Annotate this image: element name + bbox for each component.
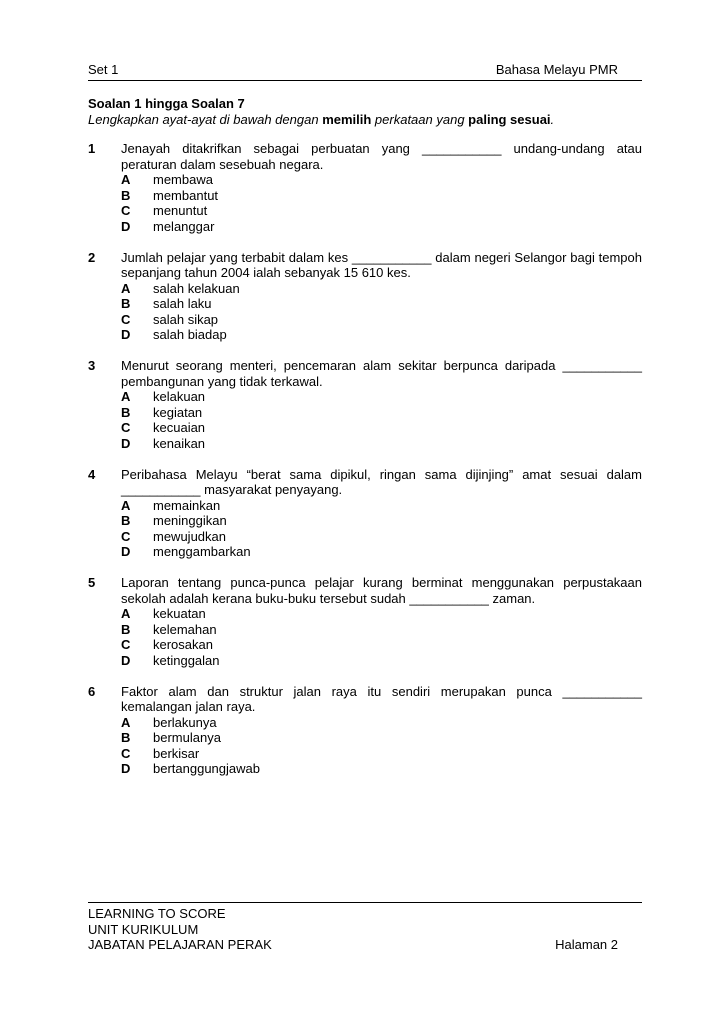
question-body xyxy=(121,467,642,560)
option-c xyxy=(121,420,642,436)
option-text: memainkan xyxy=(153,497,221,513)
footer-line-3: JABATAN PELAJARAN PERAK xyxy=(88,937,272,952)
option-c xyxy=(121,203,642,219)
option-letter: D xyxy=(121,761,131,776)
option-letter: A xyxy=(121,280,131,296)
option-a xyxy=(121,281,642,297)
question-stem: Menurut seorang menteri, pencemaran alam sekitar berpunca daripada ___________ pembangunan yang tidak terkawal. xyxy=(121,358,642,389)
option-letter: D xyxy=(121,218,131,234)
question-number: 3 xyxy=(88,358,96,373)
footer-line-1: LEARNING TO SCORE xyxy=(88,906,226,921)
question-2 xyxy=(88,250,642,343)
option-text: meninggikan xyxy=(153,513,227,528)
option-letter: D xyxy=(121,327,131,342)
option-letter: D xyxy=(121,652,131,668)
option-text: ketinggalan xyxy=(153,652,220,668)
option-text: kenaikan xyxy=(153,435,206,451)
question-number: 2 xyxy=(88,249,96,265)
option-a xyxy=(121,715,642,731)
instruction-part2: perkataan yang xyxy=(371,111,469,127)
option-letter: C xyxy=(121,528,131,544)
option-text: mewujudkan xyxy=(153,528,226,544)
instruction-bold1: memilih xyxy=(322,111,372,127)
option-text: kerosakan xyxy=(153,637,213,652)
option-text: bertanggungjawab xyxy=(153,761,260,776)
footer-line-2: UNIT KURIKULUM xyxy=(88,921,199,937)
option-d xyxy=(121,761,642,777)
option-d xyxy=(121,436,642,452)
option-c xyxy=(121,746,642,762)
option-text: salah laku xyxy=(153,296,212,311)
option-letter: B xyxy=(121,513,131,528)
option-b xyxy=(121,730,642,746)
section-instruction xyxy=(88,112,642,128)
option-b xyxy=(121,188,642,204)
option-a xyxy=(121,172,642,188)
option-letter: C xyxy=(121,745,131,761)
option-d xyxy=(121,544,642,560)
option-a xyxy=(121,498,642,514)
option-text: membawa xyxy=(153,172,213,187)
option-letter: A xyxy=(121,172,131,187)
header-set: Set 1 xyxy=(88,62,119,77)
instruction-part3: . xyxy=(550,111,555,127)
option-text: kelakuan xyxy=(153,389,206,404)
question-number: 1 xyxy=(88,141,96,156)
question-stem: Faktor alam dan struktur jalan raya itu sendiri merupakan punca ___________ kemalangan jalan raya. xyxy=(121,683,642,714)
option-text: kelemahan xyxy=(153,621,217,637)
option-b xyxy=(121,513,642,529)
option-text: berkisar xyxy=(153,745,200,761)
option-text: kecuaian xyxy=(153,420,206,435)
section-title: Soalan 1 hingga Soalan 7 xyxy=(88,96,245,111)
question-1 xyxy=(88,141,642,234)
question-5 xyxy=(88,575,642,668)
option-d xyxy=(121,327,642,343)
option-text: salah kelakuan xyxy=(153,280,240,296)
option-text: membantut xyxy=(153,187,219,203)
question-number: 4 xyxy=(88,466,96,482)
option-letter: C xyxy=(121,420,131,435)
option-text: salah biadap xyxy=(153,327,227,342)
option-d xyxy=(121,219,642,235)
option-b xyxy=(121,296,642,312)
header-subject: Bahasa Melayu PMR xyxy=(495,62,618,77)
option-text: menuntut xyxy=(153,203,208,218)
question-stem: Jenayah ditakrifkan sebagai perbuatan yang ___________ undang-undang atau peraturan dalam sesebuah negara. xyxy=(121,141,642,172)
question-body xyxy=(121,141,642,234)
option-letter: D xyxy=(121,544,131,559)
option-letter: A xyxy=(121,714,131,730)
question-body xyxy=(121,250,642,343)
question-body xyxy=(121,684,642,777)
page-header xyxy=(88,62,642,81)
question-stem: Laporan tentang punca-punca pelajar kurang berminat menggunakan perpustakaan sekolah adalah kerana buku-buku tersebut sudah ___________ zaman. xyxy=(121,575,642,606)
footer-row xyxy=(88,937,642,953)
option-b xyxy=(121,622,642,638)
option-text: salah sikap xyxy=(153,311,219,327)
instruction-part1: Lengkapkan ayat-ayat di bawah dengan xyxy=(88,111,323,127)
question-number: 5 xyxy=(88,575,96,590)
option-letter: A xyxy=(121,606,131,621)
question-stem: Peribahasa Melayu “berat sama dipikul, ringan sama dijinjing” amat sesuai dalam ___________ masyarakat penyayang. xyxy=(121,466,642,497)
question-number: 6 xyxy=(88,683,96,699)
option-letter: B xyxy=(121,404,131,420)
option-letter: C xyxy=(121,203,131,218)
option-letter: D xyxy=(121,435,131,451)
page-number: Halaman 2 xyxy=(555,937,618,952)
option-letter: B xyxy=(121,730,131,745)
option-a xyxy=(121,389,642,405)
option-text: kekuatan xyxy=(153,606,206,621)
option-c xyxy=(121,312,642,328)
question-3 xyxy=(88,358,642,451)
option-letter: B xyxy=(121,621,131,637)
option-c xyxy=(121,637,642,653)
question-6 xyxy=(88,684,642,777)
option-text: menggambarkan xyxy=(153,544,251,559)
page-content xyxy=(88,96,642,792)
option-b xyxy=(121,405,642,421)
option-text: berlakunya xyxy=(153,714,217,730)
option-text: bermulanya xyxy=(153,730,221,745)
option-c xyxy=(121,529,642,545)
option-letter: A xyxy=(121,389,131,404)
option-letter: C xyxy=(121,637,131,652)
question-body xyxy=(121,575,642,668)
option-letter: A xyxy=(121,497,131,513)
option-text: melanggar xyxy=(153,218,215,234)
question-body xyxy=(121,358,642,451)
question-4 xyxy=(88,467,642,560)
option-d xyxy=(121,653,642,669)
page-footer xyxy=(88,902,642,953)
option-a xyxy=(121,606,642,622)
option-text: kegiatan xyxy=(153,404,203,420)
option-letter: B xyxy=(121,296,131,311)
question-stem: Jumlah pelajar yang terbabit dalam kes ___________ dalam negeri Selangor bagi tempoh sepanjang tahun 2004 ialah sebanyak 15 610 kes. xyxy=(121,249,642,280)
instruction-bold2: paling sesuai xyxy=(468,111,551,127)
option-letter: C xyxy=(121,311,131,327)
option-letter: B xyxy=(121,187,131,203)
